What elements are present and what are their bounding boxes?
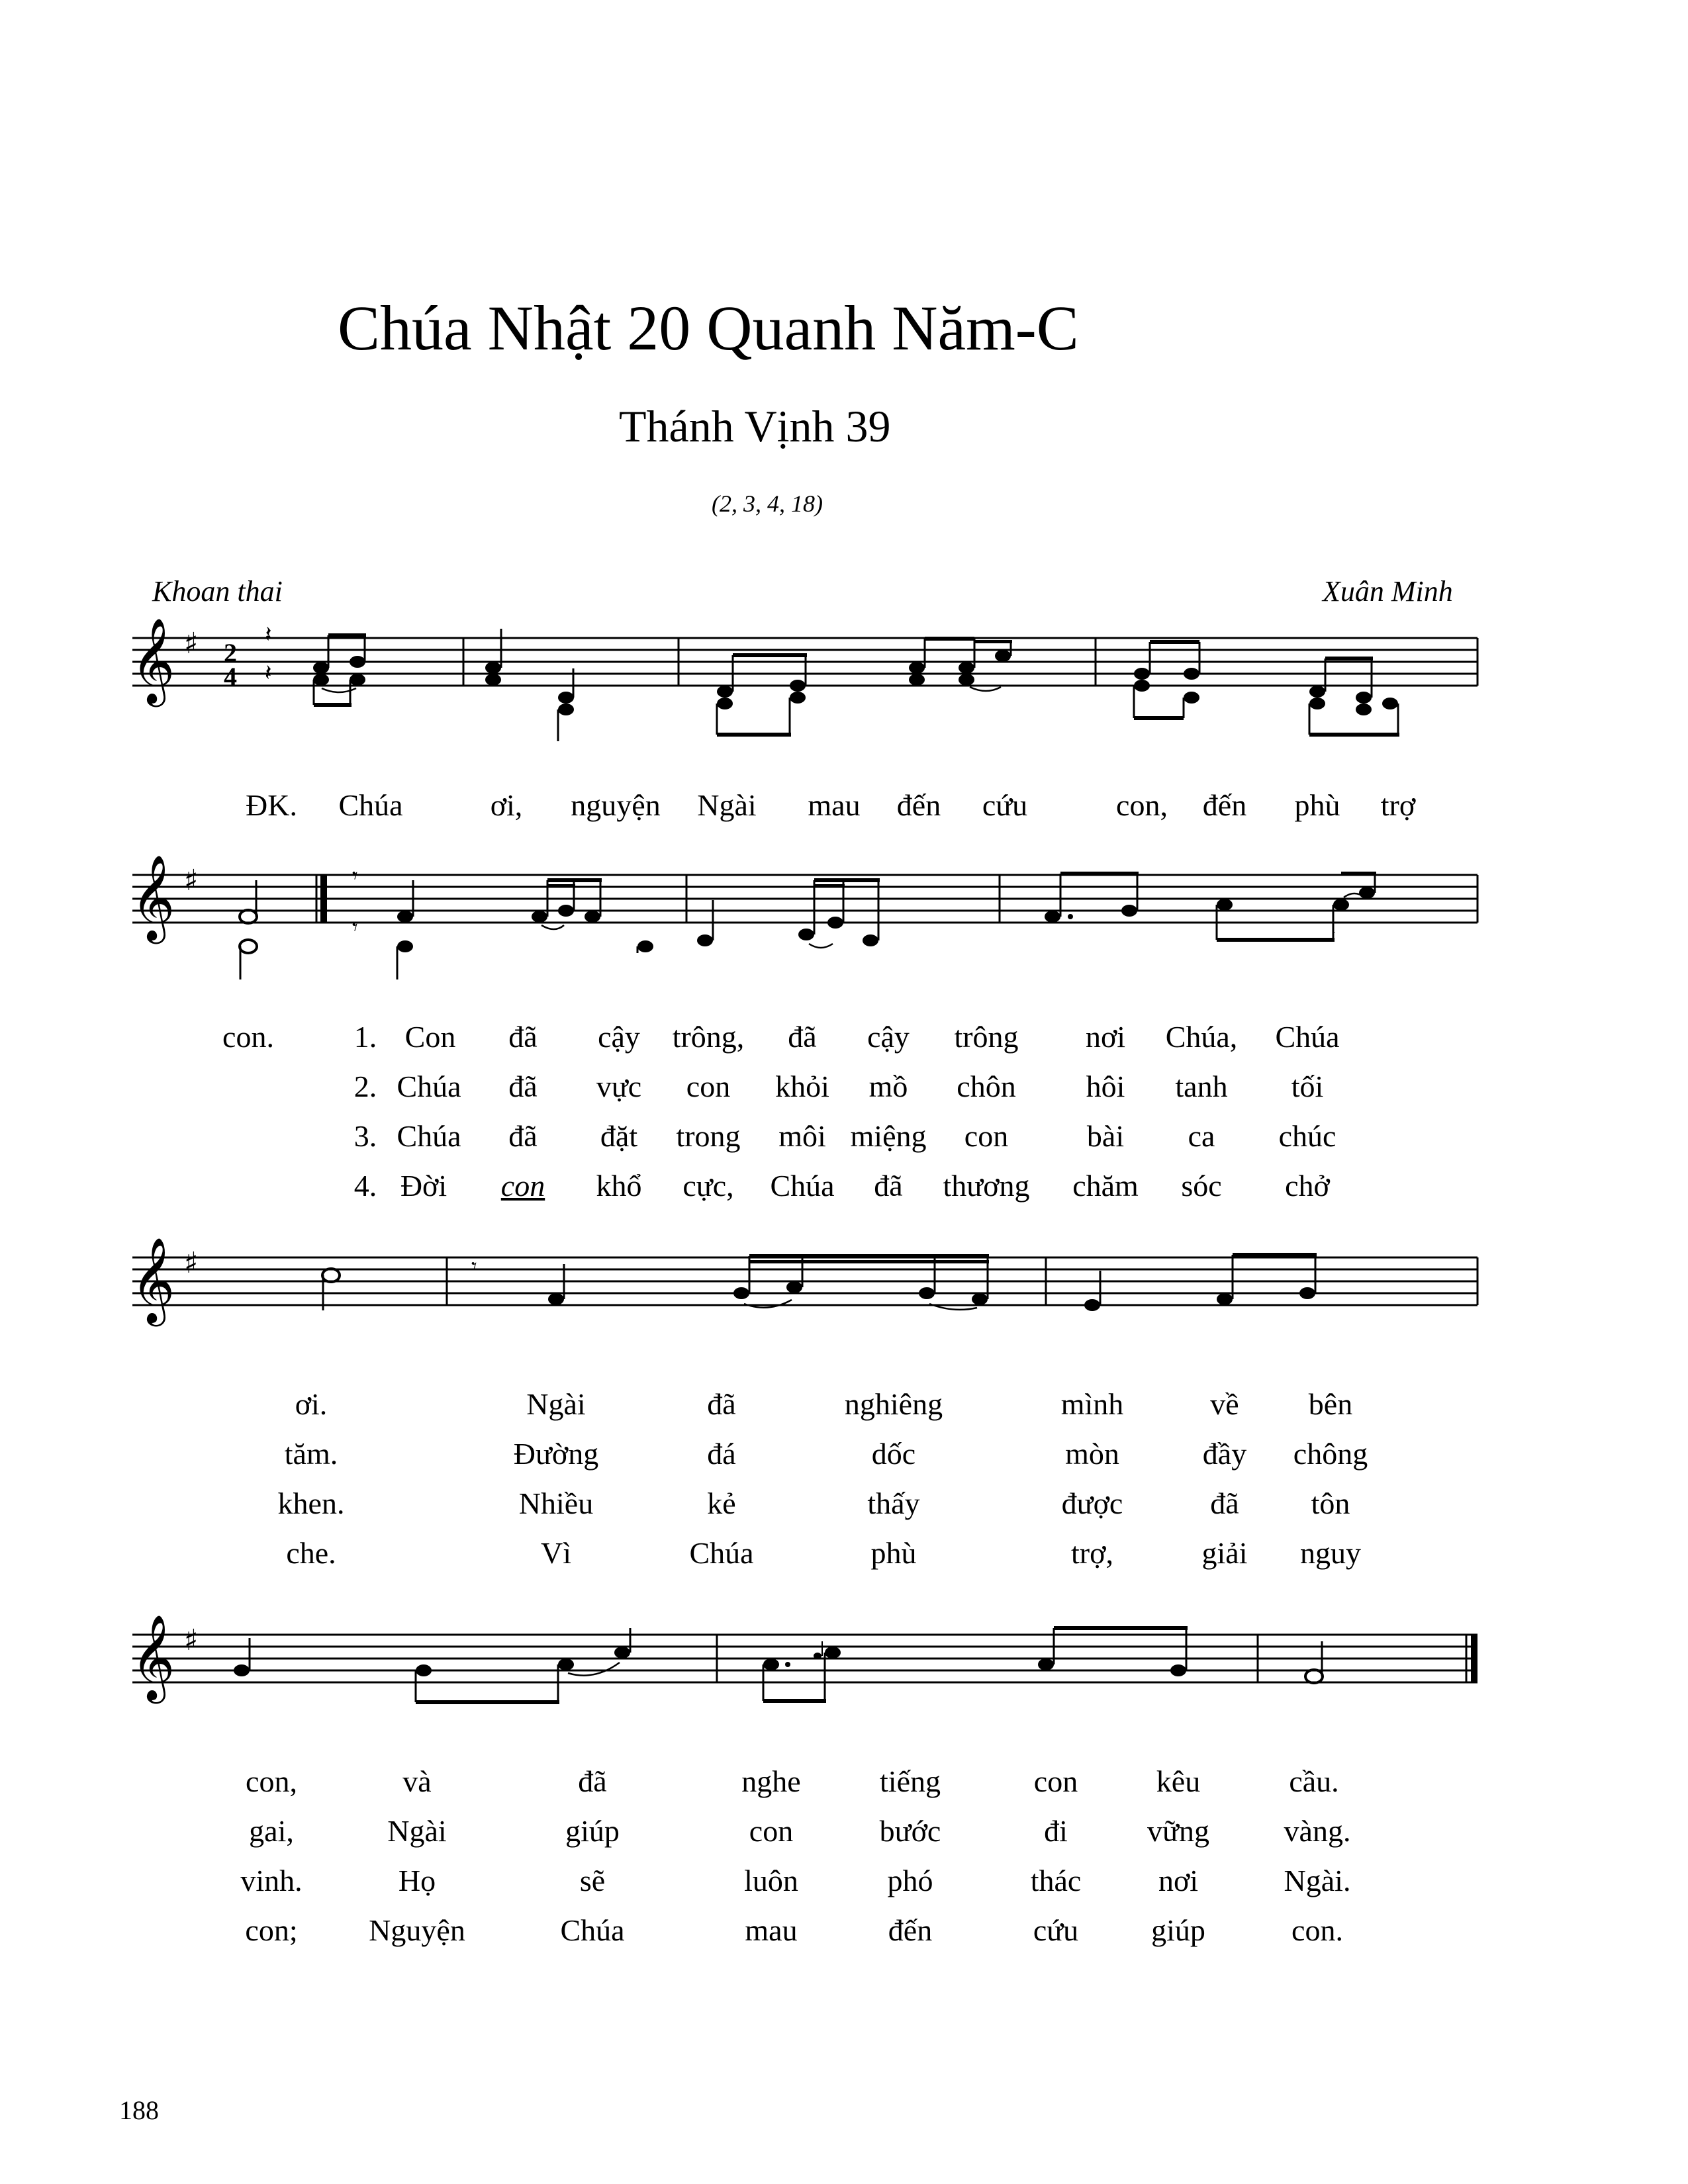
lyric-syllable: sóc <box>1181 1169 1222 1203</box>
lyric-syllable: con <box>749 1814 794 1848</box>
lyric-syllable: tối <box>1291 1069 1324 1103</box>
lyric-syllable: mòn <box>1065 1437 1119 1471</box>
lyric-syllable: con <box>500 1169 545 1203</box>
lyric-syllable: Nhiều <box>518 1486 594 1520</box>
lyric-syllable: con <box>686 1069 731 1103</box>
lyric-syllable: nguy <box>1300 1536 1361 1570</box>
psalm-subtitle: Thánh Vịnh 39 <box>619 401 891 451</box>
verse-number: 4. <box>353 1169 377 1203</box>
page-number: 188 <box>119 2095 159 2125</box>
lyric-syllable: nguyện <box>571 788 661 822</box>
lyric-syllable: tôn <box>1311 1486 1350 1520</box>
lyric-syllable: mình <box>1060 1387 1124 1421</box>
lyric-syllable: môi <box>778 1119 826 1153</box>
lyric-syllable: luôn <box>744 1864 798 1897</box>
note <box>1134 680 1150 692</box>
note <box>350 674 365 686</box>
lyric-syllable: vực <box>596 1069 642 1103</box>
lyric-syllable: đầy <box>1202 1437 1247 1471</box>
lyric-syllable: giúp <box>1151 1913 1205 1947</box>
svg-text:𝄾: 𝄾 <box>471 1254 477 1278</box>
lyric-syllable: đã <box>578 1764 607 1798</box>
lyric-syllable: chúc <box>1278 1119 1336 1153</box>
lyric-syllable: thấy <box>867 1486 920 1520</box>
lyric-syllable: đã <box>874 1169 903 1203</box>
lyric-syllable: Vì <box>541 1536 571 1570</box>
lyric-syllable: đã <box>1210 1486 1239 1520</box>
lyric-syllable: nghe <box>741 1764 801 1798</box>
lyric-syllable: khen. <box>277 1486 345 1520</box>
treble-clef-icon: 𝄞 <box>131 1614 175 1700</box>
lyric-syllable: cực, <box>682 1169 734 1203</box>
note <box>485 662 501 674</box>
lyric-syllable: đã <box>508 1119 538 1153</box>
note <box>995 650 1011 662</box>
lyric-syllable: cậy <box>867 1020 910 1054</box>
treble-clef-icon: 𝄞 <box>131 854 175 940</box>
lyric-syllable: chăm <box>1072 1169 1139 1203</box>
lyric-syllable: che. <box>286 1536 336 1570</box>
lyric-syllable: bên <box>1308 1387 1353 1421</box>
note <box>313 662 329 674</box>
lyric-syllable: Đường <box>513 1437 599 1471</box>
lyric-syllable: vinh. <box>240 1864 303 1897</box>
lyric-syllable: đã <box>508 1069 538 1103</box>
lyric-syllable: đi <box>1044 1814 1068 1848</box>
note <box>558 704 574 715</box>
lyric-syllable: tanh <box>1175 1069 1228 1103</box>
note <box>1309 686 1325 698</box>
lyric-syllable: vàng. <box>1284 1814 1351 1848</box>
note <box>1134 668 1150 680</box>
lyric-syllable: phù <box>1294 788 1340 822</box>
note <box>959 662 974 674</box>
lyric-syllable: cầu. <box>1289 1764 1339 1798</box>
lyric-syllable: Ngài. <box>1284 1864 1351 1897</box>
svg-text:𝄾: 𝄾 <box>352 915 358 939</box>
lyric-syllable: miệng <box>850 1119 927 1153</box>
lyric-syllable: và <box>402 1764 432 1798</box>
lyric-syllable: bài <box>1086 1119 1125 1153</box>
note <box>1356 692 1372 704</box>
svg-text:𝄾: 𝄾 <box>352 864 358 887</box>
lyric-syllable: ĐK. <box>246 788 297 822</box>
lyric-syllable: giải <box>1201 1536 1248 1570</box>
key-signature-sharp: ♯ <box>184 627 199 660</box>
lyric-syllable: được <box>1061 1486 1123 1520</box>
lyric-syllable: thác <box>1030 1864 1082 1897</box>
lyric-syllable: vững <box>1147 1814 1209 1848</box>
note <box>1382 698 1398 709</box>
lyric-syllable: kẻ <box>707 1486 736 1520</box>
staff-system-4 <box>0 1614 1688 1727</box>
note <box>1184 692 1199 704</box>
lyric-syllable: Chúa <box>397 1119 461 1153</box>
lyric-syllable: Chúa <box>397 1069 461 1103</box>
note <box>717 686 733 698</box>
lyric-syllable: Ngài <box>387 1814 447 1848</box>
treble-clef-icon: 𝄞 <box>131 617 175 704</box>
half-note <box>1305 1670 1323 1683</box>
lyric-syllable: mau <box>808 788 861 822</box>
lyric-syllable: trợ <box>1380 788 1416 822</box>
lyric-syllable: Chúa <box>1275 1020 1340 1054</box>
half-note <box>322 1269 340 1282</box>
lyric-syllable: Chúa <box>689 1536 754 1570</box>
key-signature-sharp: ♯ <box>184 1623 199 1657</box>
lyric-syllable: con. <box>1291 1913 1343 1947</box>
lyric-syllable: trợ, <box>1071 1536 1113 1570</box>
verse-number: 1. <box>353 1020 377 1054</box>
lyric-syllable: Ngài <box>697 788 757 822</box>
lyric-syllable: Nguyện <box>369 1913 465 1947</box>
lyric-syllable: con, <box>1116 788 1168 822</box>
lyric-syllable: đá <box>707 1437 736 1471</box>
lyric-syllable: kêu <box>1156 1764 1201 1798</box>
time-sig-top: 2 <box>224 638 237 668</box>
note <box>558 692 574 704</box>
lyric-syllable: con; <box>245 1913 298 1947</box>
lyric-syllable: đến <box>888 1913 933 1947</box>
lyric-syllable: Con <box>404 1020 456 1054</box>
lyric-syllable: trong <box>676 1119 741 1153</box>
lyric-syllable: trông, <box>672 1020 745 1054</box>
lyric-syllable: mồ <box>868 1069 908 1103</box>
lyric-syllable: nơi <box>1158 1864 1199 1897</box>
lyric-syllable: khỏi <box>775 1069 829 1103</box>
staff-system-2 <box>0 854 1688 993</box>
note <box>1356 704 1372 715</box>
note <box>350 656 365 668</box>
lyric-syllable: ơi. <box>295 1387 328 1421</box>
note <box>313 674 329 686</box>
lyric-syllable: mau <box>745 1913 798 1947</box>
lyric-syllable: cậy <box>598 1020 640 1054</box>
verse-reference: (2, 3, 4, 18) <box>712 490 823 517</box>
tempo-marking: Khoan thai <box>152 575 283 608</box>
lyric-syllable: hôi <box>1086 1069 1125 1103</box>
lyric-syllable: bước <box>879 1814 941 1848</box>
lyric-syllable: Chúa <box>560 1913 625 1947</box>
lyric-syllable: con. <box>222 1020 274 1054</box>
lyric-syllable: dốc <box>871 1437 916 1471</box>
lyric-syllable: chông <box>1293 1437 1368 1471</box>
quarter-rest-upper: 𝄽 <box>265 623 272 647</box>
lyric-syllable: tiếng <box>880 1764 941 1798</box>
verse-number: 2. <box>353 1069 377 1103</box>
lyric-syllable: khổ <box>596 1169 642 1203</box>
note <box>717 698 733 709</box>
lyric-syllable: gai, <box>249 1814 294 1848</box>
lyric-syllable: tăm. <box>284 1437 338 1471</box>
lyric-syllable: con, <box>246 1764 297 1798</box>
lyric-syllable: Họ <box>398 1864 436 1897</box>
lyric-syllable: ca <box>1188 1119 1215 1153</box>
note <box>909 674 925 686</box>
lyric-syllable: đã <box>707 1387 736 1421</box>
lyric-syllable: thương <box>943 1169 1030 1203</box>
lyric-syllable: nơi <box>1085 1020 1126 1054</box>
lyric-syllable: Chúa <box>770 1169 835 1203</box>
lyric-syllable: chôn <box>957 1069 1016 1103</box>
key-signature-sharp: ♯ <box>184 1246 199 1280</box>
lyric-syllable: đã <box>508 1020 538 1054</box>
lyric-syllable: trông <box>954 1020 1019 1054</box>
note <box>1184 668 1199 680</box>
staff-system-3 <box>0 1237 1688 1350</box>
quarter-rest-lower: 𝄽 <box>265 661 272 686</box>
verse-number: 3. <box>353 1119 377 1153</box>
lyric-syllable: cứu <box>982 788 1028 822</box>
note <box>1309 698 1325 709</box>
lyric-syllable: chở <box>1285 1169 1330 1203</box>
lyric-syllable: đặt <box>600 1119 638 1153</box>
composer-name: Xuân Minh <box>1323 575 1453 608</box>
lyric-syllable: phù <box>870 1536 917 1570</box>
lyric-syllable: giúp <box>565 1814 620 1848</box>
time-sig-bottom: 4 <box>224 662 237 692</box>
lyric-syllable: ơi, <box>490 788 523 822</box>
lyric-syllable: đến <box>1202 788 1247 822</box>
lyric-syllable: Chúa, <box>1165 1020 1238 1054</box>
note <box>909 662 925 674</box>
note <box>485 674 501 686</box>
lyric-syllable: đã <box>788 1020 817 1054</box>
note <box>790 680 806 692</box>
lyric-syllable: con <box>964 1119 1009 1153</box>
lyric-syllable: phó <box>887 1864 933 1897</box>
note <box>790 692 806 704</box>
lyric-syllable: Ngài <box>526 1387 586 1421</box>
treble-clef-icon: 𝄞 <box>131 1237 175 1323</box>
lyric-syllable: sẽ <box>579 1864 606 1897</box>
lyric-syllable: nghiêng <box>844 1387 943 1421</box>
lyric-syllable: con <box>1033 1764 1078 1798</box>
half-note <box>240 940 257 953</box>
lyric-syllable: cứu <box>1033 1913 1079 1947</box>
page-title: Chúa Nhật 20 Quanh Năm-C <box>338 293 1079 363</box>
staff-system-1 <box>0 617 1688 768</box>
half-note <box>240 910 257 923</box>
lyric-syllable: về <box>1210 1387 1239 1421</box>
key-signature-sharp: ♯ <box>184 864 199 897</box>
note <box>959 674 974 686</box>
lyric-syllable: Chúa <box>338 788 403 822</box>
lyric-syllable: đến <box>896 788 941 822</box>
lyric-syllable: Đời <box>400 1169 447 1203</box>
